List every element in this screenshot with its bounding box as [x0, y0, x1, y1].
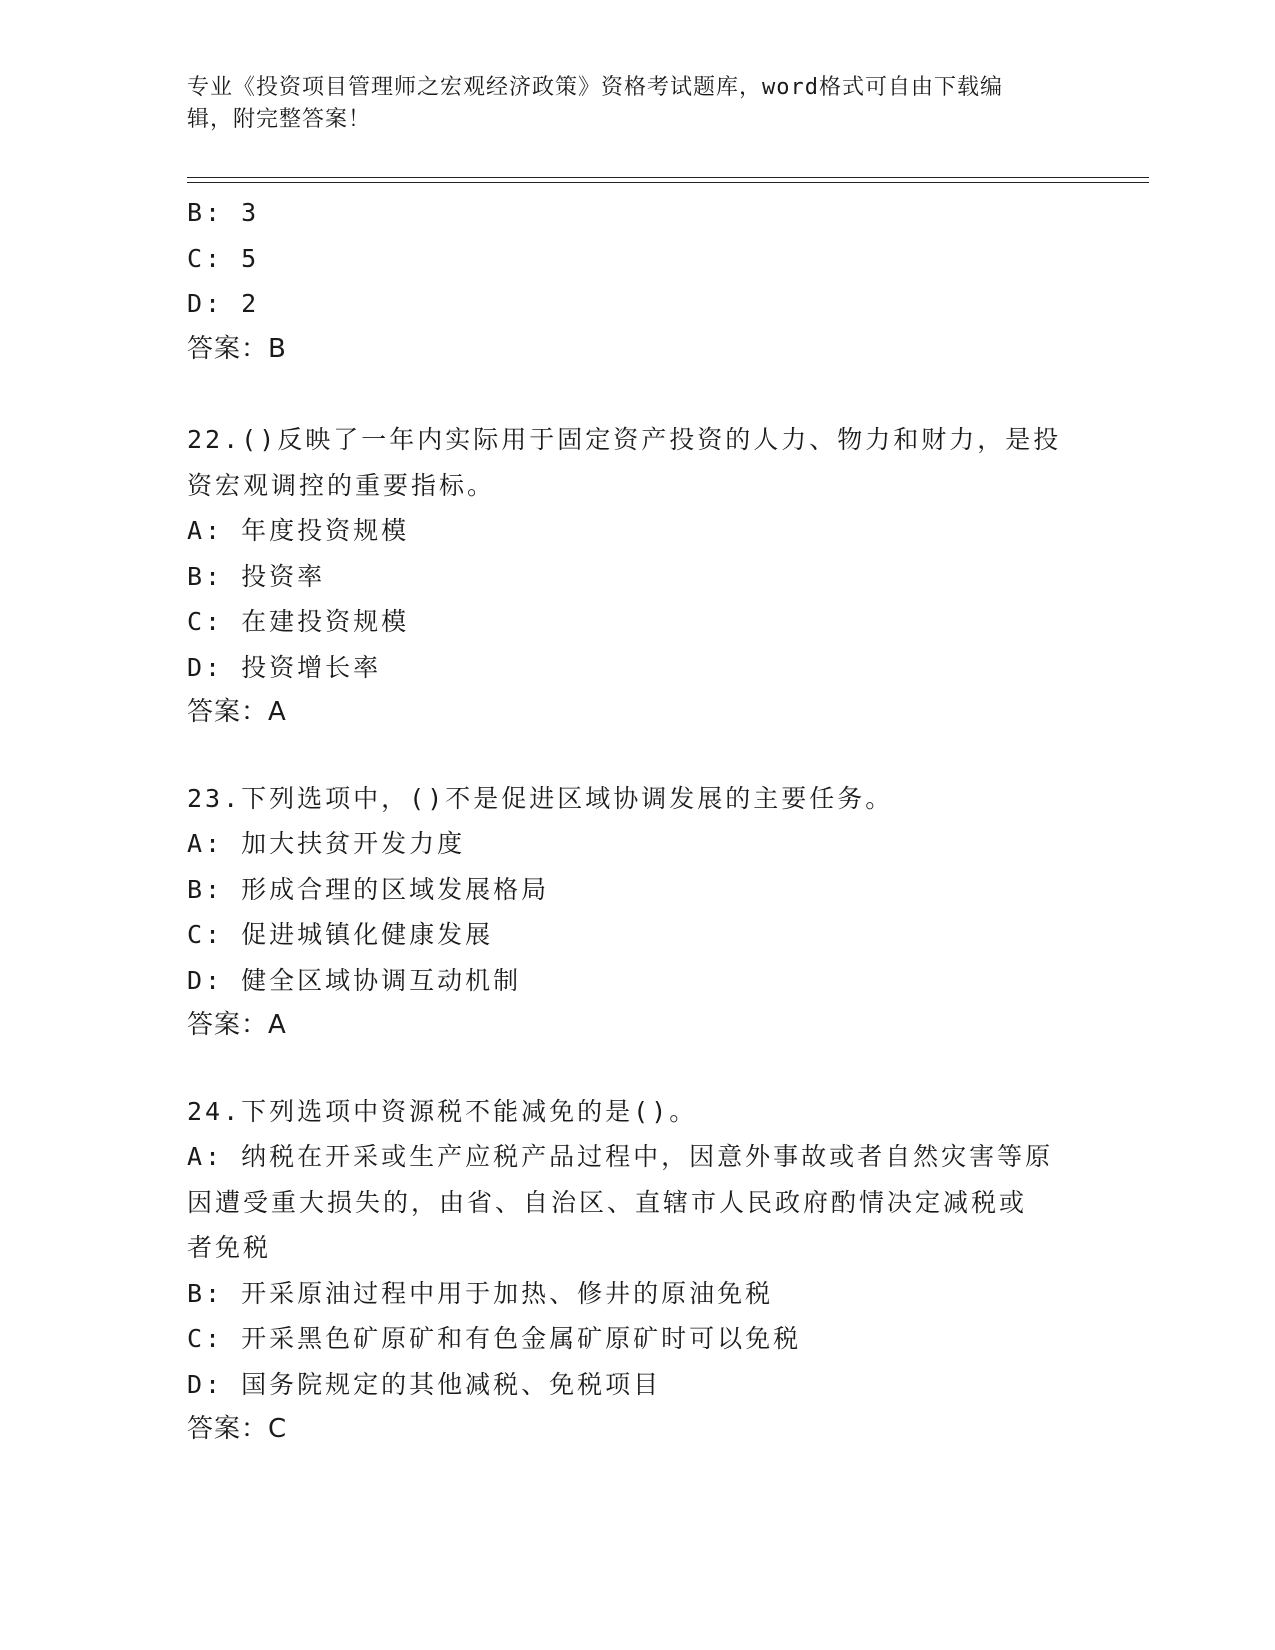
- option-a: A: 年度投资规模: [187, 516, 410, 545]
- question-list: [187, 190, 1147, 1453]
- option-d: D: 国务院规定的其他减税、免税项目: [187, 1369, 662, 1399]
- answer-line: 答案：A: [187, 697, 287, 727]
- answer-line: 答案：A: [187, 1010, 287, 1040]
- header-line-1: 专业《投资项目管理师之宏观经济政策》资格考试题库，word格式可自由下载编: [187, 75, 1003, 100]
- option-c: C: 开采黑色矿原矿和有色金属矿原矿时可以免税: [187, 1324, 802, 1353]
- question-22: [187, 417, 1147, 736]
- option-d: D: 健全区域协调互动机制: [187, 965, 522, 995]
- question-stem: 22.()反映了一年内实际用于固定资产投资的人力、物力和财力，是投: [187, 425, 1062, 454]
- question-stem: 24.下列选项中资源税不能减免的是()。: [187, 1096, 698, 1126]
- question-24: [187, 1089, 1147, 1453]
- option-a-cont: 者免税: [187, 1233, 272, 1262]
- option-a: A: 纳税在开采或生产应税产品过程中，因意外事故或者自然灾害等原: [187, 1142, 1054, 1171]
- document-header: [187, 72, 1087, 136]
- header-divider: [187, 177, 1149, 183]
- header-line-2: 辑，附完整答案！: [187, 107, 372, 132]
- option-b: B: 开采原油过程中用于加热、修井的原油免税: [187, 1278, 774, 1308]
- option-c: C: 5: [187, 243, 260, 273]
- question-21-continued: [187, 190, 1147, 372]
- option-b: B: 3: [187, 198, 260, 227]
- option-c: C: 在建投资规模: [187, 607, 410, 636]
- option-b: B: 形成合理的区域发展格局: [187, 874, 550, 904]
- question-stem: 23.下列选项中，()不是促进区域协调发展的主要任务。: [187, 783, 894, 813]
- option-b: B: 投资率: [187, 561, 326, 591]
- option-a-cont: 因遭受重大损失的，由省、自治区、直辖市人民政府酌情决定减税或: [187, 1187, 1028, 1217]
- answer-line: 答案：B: [187, 333, 287, 364]
- option-d: D: 2: [187, 289, 260, 318]
- question-stem-cont: 资宏观调控的重要指标。: [187, 470, 496, 500]
- option-d: D: 投资增长率: [187, 652, 382, 682]
- question-23: [187, 776, 1147, 1049]
- option-a: A: 加大扶贫开发力度: [187, 829, 466, 858]
- option-c: C: 促进城镇化健康发展: [187, 920, 494, 949]
- answer-line: 答案：C: [187, 1414, 288, 1444]
